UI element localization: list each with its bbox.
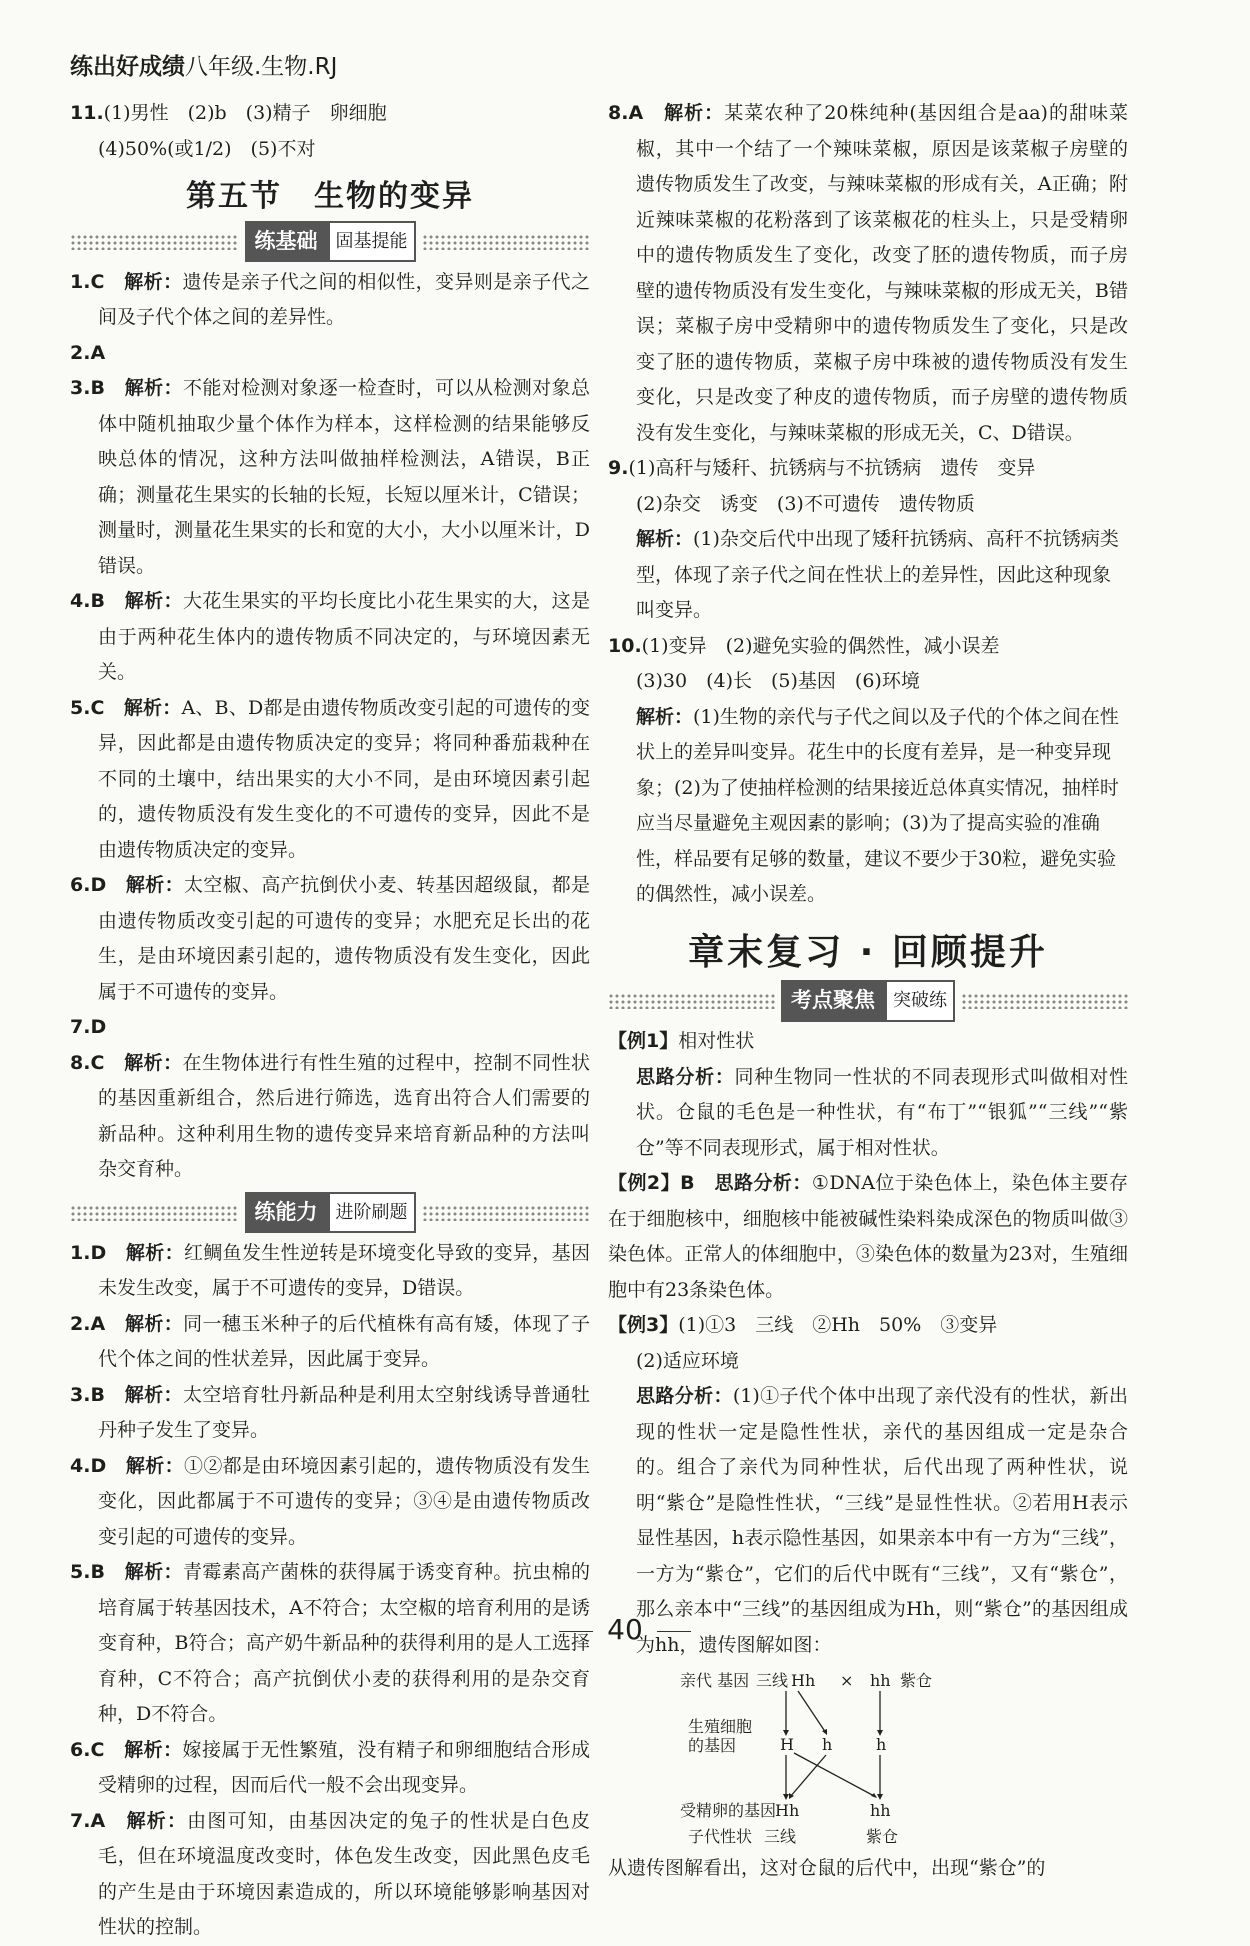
example-answer: 相对性状 (678, 1030, 755, 1052)
diagram-gamete-2: h (822, 1735, 833, 1754)
analysis-text: 同一穗玉米种子的后代植株有高有矮，体现了子代个体之间的性状差异，因此属于变异。 (98, 1312, 590, 1370)
example-1-analysis (608, 1060, 1128, 1167)
analysis-label: 解析： (124, 1738, 183, 1761)
dot-divider (961, 993, 1128, 1009)
analysis-label: 解析： (125, 1454, 184, 1477)
analysis-label: 解析： (636, 705, 694, 728)
chapter-title: 章末复习 · 回顾提升 (688, 931, 1048, 973)
analysis-label: 解析： (124, 1051, 183, 1074)
diagram-offspring-label: 子代性状 (688, 1827, 753, 1846)
answer-item (70, 265, 590, 336)
analysis-text: 由图可知，由基因决定的兔子的性状是白色皮毛，但在环境温度改变时，体色发生改变，因此黑色皮毛的产生是由于环境因素造成的，所以环境能够影响基因对性状的控制。 (98, 1809, 590, 1938)
analysis-label: 解析： (124, 377, 183, 399)
answer-number: 1.C (70, 270, 105, 293)
analysis-text: 不能对检测对象逐一检查时，可以从检测对象总体中随机抽取少量个体作为样本，这样检测的结果能够反映总体的情况，这种方法叫做抽样检测法，A错误，B正确；测量花生果实的长轴的长短，长短以厘米计，C错误；测量时，测量花生果实的长和宽的大小，大小以厘米计，D错误。 (98, 377, 590, 577)
answer-item (70, 1010, 590, 1046)
answer-9 (608, 451, 1128, 487)
arrow-head (871, 1793, 877, 1798)
answer-item (70, 584, 590, 691)
diagram-cross: × (840, 1671, 854, 1690)
footer-dash (559, 1631, 593, 1632)
diagram-offspring-1: 三线 (764, 1827, 797, 1846)
diagram-gamete-1: H (780, 1735, 794, 1754)
analysis-label: 解析： (123, 696, 182, 719)
answer-number: 4.D (70, 1454, 107, 1477)
answer-item (70, 336, 590, 372)
analysis-text: 同种生物同一性状的不同表现形式叫做相对性状。仓鼠的毛色是一种性状，有“布丁”“银狐”“三线”“紫仓”等不同表现形式，属于相对性状。 (636, 1065, 1128, 1159)
answer-10-analysis (608, 700, 1128, 913)
answer-number: 8.C (70, 1051, 105, 1074)
analysis-text: (1)①子代个体中出现了亲代没有的性状，新出现的性状一定是隐性性状，亲代的基因组成一定是杂合的。组合了亲代为同种性状，后代出现了两种性状，说明“紫仓”是隐性性状，“三线”是显性性状。②若用H表示显性基因，h表示隐性基因，如果亲本中有一方为“三线”，一方为“紫仓”，它们的后代中既有“三线”，又有“紫仓”，那么亲本中“三线”的基因组成为Hh，则“紫仓”的基因组成为hh，遗传图解如图： (636, 1385, 1128, 1656)
analysis-label: 解析： (125, 1241, 184, 1264)
diagram-gamete-3: h (876, 1735, 887, 1754)
answer-item (70, 868, 590, 1010)
answer-8 (608, 96, 1128, 451)
example-1 (608, 1024, 1128, 1060)
answer-10-line2: (3)30 (4)长 (5)基因 (6)环境 (636, 670, 920, 692)
diagram-zygote-2: hh (870, 1801, 891, 1820)
dot-divider (422, 1205, 591, 1221)
banner-sub: 固基提能 (328, 221, 416, 263)
example-tag: 【例1】 (608, 1030, 679, 1052)
analysis-text: A、B、D都是由遗传物质改变引起的可遗传的变异，因此都是由遗传物质决定的变异；将同种番茄栽种在不同的土壤中，结出果实的大小不同，是由环境因素引起的，遗传物质没有发生变化的不可遗传的变异，因此不是由遗传物质决定的变异。 (98, 696, 590, 861)
example-2 (608, 1166, 1128, 1308)
footer-dash (657, 1631, 691, 1632)
analysis-label: 解析： (126, 1809, 188, 1832)
dot-divider (70, 1205, 239, 1221)
answer-number: 2.A (70, 1312, 106, 1335)
answer-11-line2: (4)50%(或1/2) (5)不对 (98, 137, 316, 160)
banner-sub: 突破练 (885, 980, 955, 1022)
diagram-zygote-1: Hh (775, 1801, 800, 1820)
banner-sub: 进阶刷题 (328, 1192, 416, 1234)
genetic-diagram (608, 1669, 1128, 1847)
answer-text: (1)变异 (2)避免实验的偶然性，减小误差 (641, 634, 1000, 657)
arrow-head (783, 1794, 789, 1800)
answer-number: 5.B (70, 1561, 105, 1583)
header-brand: 练出好成绩 (70, 54, 185, 80)
analysis-label: 解析： (636, 528, 694, 550)
answer-10 (608, 629, 1128, 665)
answer-number: 6.C (70, 1738, 105, 1761)
analysis-label: 思路分析： (636, 1385, 733, 1407)
analysis-label: 解析： (124, 270, 183, 293)
banner-main: 练基础 (245, 221, 328, 263)
answer-item (70, 1733, 590, 1804)
answer-number: 5.C (70, 696, 105, 719)
left-column (70, 96, 590, 1946)
answer-item (70, 371, 590, 584)
answer-item (70, 1307, 590, 1378)
analysis-label: 解析： (124, 1312, 184, 1335)
diagram-parent-label: 亲代 基因 (680, 1671, 750, 1690)
banner-main: 练能力 (245, 1192, 328, 1234)
banner-basic (70, 225, 590, 259)
answer-number: 3.B (70, 1383, 105, 1406)
page-footer (0, 1613, 1250, 1646)
section-title: 第五节 生物的变异 (186, 179, 474, 214)
arrow-line (794, 1753, 876, 1797)
example-tag: 【例2】 (608, 1172, 681, 1194)
answer-number: 8.A (608, 102, 644, 124)
analysis-label: 解析： (664, 102, 725, 124)
analysis-text: (1)生物的亲代与子代之间以及子代的个体之间在性状上的差异叫变异。花生中的长度有差异，是一种变异现象；(2)为了使抽样检测的结果接近总体真实情况，抽样时应当尽量避免主观因素的影响；(3)为了提高实验的准确性，样品要有足够的数量，建议不要少于30粒，避免实验的偶然性，减小误差。 (636, 705, 1119, 905)
diagram-zygote-label: 受精卵的基因 (680, 1801, 777, 1820)
answer-9-line2: (2)杂交 诱变 (3)不可遗传 遗传物质 (636, 492, 975, 515)
analysis-label: 思路分析： (714, 1172, 812, 1194)
analysis-label: 解析： (124, 1383, 183, 1406)
banner-focus (608, 984, 1128, 1018)
arrow-line (798, 1691, 826, 1733)
answer-number: 1.D (70, 1241, 107, 1264)
analysis-text: 遗传是亲子代之间的相似性，变异则是亲子代之间及子代个体之间的差异性。 (98, 270, 590, 328)
answer-item (70, 1236, 590, 1307)
answer-item (70, 691, 590, 869)
diagram-parent2-trait: 紫仓 (900, 1671, 933, 1690)
ability-answers (70, 1236, 590, 1946)
answer-number: 2.A (70, 341, 106, 364)
answer-number: 7.A (70, 1809, 106, 1832)
answer-number: 7.D (70, 1016, 107, 1038)
diagram-offspring-2: 紫仓 (866, 1827, 899, 1846)
dot-divider (70, 234, 239, 250)
analysis-text: ①②都是由环境因素引起的，遗传物质没有发生变化，因此都属于不可遗传的变异；③④是由遗传物质改变引起的可遗传的变异。 (98, 1454, 590, 1548)
basic-answers (70, 265, 590, 1188)
answer-item (70, 1378, 590, 1449)
banner-ability (70, 1196, 590, 1230)
header-subtitle: 八年级.生物.RJ (185, 54, 338, 80)
tail-text: 从遗传图解看出，这对仓鼠的后代中，出现“紫仓”的 (608, 1857, 1046, 1879)
analysis-label: 思路分析： (636, 1065, 735, 1088)
example-3-line2: (2)适应环境 (636, 1349, 739, 1372)
analysis-text: ①DNA位于染色体上，染色体主要存在于细胞核中，细胞核中能被碱性染料染成深色的物质叫做③染色体。正常人的体细胞中，③染色体的数量为23对，生殖细胞中有23条染色体。 (608, 1172, 1128, 1301)
page-header (70, 48, 337, 81)
answer-number: 10. (608, 634, 642, 657)
analysis-label: 解析： (124, 1561, 183, 1583)
analysis-text: 太空椒、高产抗倒伏小麦、转基因超级鼠，都是由遗传物质改变引起的可遗传的变异；水肥充足长出的花生，是由环境因素引起的，遗传物质没有发生变化，因此属于不可遗传的变异。 (98, 874, 590, 1003)
answer-text: (1)高秆与矮秆、抗锈病与不抗锈病 遗传 变异 (628, 457, 1036, 479)
diagram-gamete-label: 生殖细胞 的基因 (688, 1717, 753, 1755)
answer-number: 9. (608, 457, 629, 479)
analysis-text: 大花生果实的平均长度比小花生果实的大，这是由于两种花生体内的遗传物质不同决定的，与环境因素无关。 (98, 590, 590, 683)
diagram-parent1-gene: Hh (791, 1671, 816, 1690)
answer-text: (1)男性 (2)b (3)精子 卵细胞 (103, 102, 387, 124)
answer-number: 3.B (70, 377, 105, 399)
answer-item (70, 1046, 590, 1188)
analysis-label: 解析： (124, 590, 183, 612)
answer-number: 4.B (70, 590, 105, 612)
example-answer: (1)①3 三线 ②Hh 50% ③变异 (678, 1314, 998, 1336)
analysis-text: 在生物体进行有性生殖的过程中，控制不同性状的基因重新组合，然后进行筛选，选育出符合人们需要的新品种。这种利用生物的遗传变异来培育新品种的方法叫杂交育种。 (98, 1051, 590, 1180)
dot-divider (422, 234, 591, 250)
diagram-parent2-gene: hh (870, 1671, 891, 1690)
answer-text: 某菜农种了20株纯种(基因组合是aa)的甜味菜椒，其中一个结了一个辣味菜椒，原因是该菜椒子房壁的遗传物质发生了改变，与辣味菜椒的形成有关，A正确；附近辣味菜椒的花粉落到了该菜椒花的柱头上，只是受精卵中的遗传物质发生了变化，改变了胚的遗传物质，而子房壁的遗传物质没有发生变化，与辣味菜椒的形成无关，B错误；菜椒子房中受精卵中的遗传物质发生了变化，只是改变了胚的遗传物质，菜椒子房中珠被的遗传物质没有发生变化，只是改变了种皮的遗传物质，而子房壁的遗传物质没有发生变化，与辣味菜椒的形成无关，C、D错误。 (636, 102, 1128, 444)
answer-number: 6.D (70, 874, 107, 896)
analysis-text: (1)杂交后代中出现了矮秆抗锈病、高秆不抗锈病类型，体现了亲子代之间在性状上的差异性，因此这种现象叫变异。 (636, 528, 1119, 621)
arrow-head (877, 1794, 883, 1800)
analysis-label: 解析： (125, 874, 184, 896)
answer-9-analysis (608, 522, 1128, 629)
arrow-line (790, 1755, 826, 1797)
page-number: 40 (607, 1613, 643, 1646)
banner-main: 考点聚焦 (781, 980, 885, 1022)
example-answer: B (680, 1172, 695, 1194)
diagram-parent1-trait: 三线 (756, 1671, 789, 1690)
analysis-text: 红鲷鱼发生性逆转是环境变化导致的变异，基因未发生改变，属于不可遗传的变异，D错误。 (98, 1241, 590, 1299)
analysis-text: 青霉素高产菌株的获得属于诱变育种。抗虫棉的培育属于转基因技术，A不符合；太空椒的培育利用的是诱变育种，B符合；高产奶牛新品种的获得利用的是人工选择育种，C不符合；高产抗倒伏小麦的获得利用的是杂交育种，D不符合。 (98, 1561, 590, 1725)
answer-item (70, 1449, 590, 1556)
answer-11 (70, 96, 590, 132)
analysis-text: 嫁接属于无性繁殖，没有精子和卵细胞结合形成受精卵的过程，因而后代一般不会出现变异。 (98, 1738, 590, 1796)
answer-number: 11. (70, 102, 104, 124)
example-tag: 【例3】 (608, 1314, 679, 1336)
answer-item (70, 1804, 590, 1946)
example-3 (608, 1308, 1128, 1344)
analysis-text: 太空培育牡丹新品种是利用太空射线诱导普通牡丹种子发生了变异。 (98, 1383, 590, 1441)
dot-divider (608, 993, 775, 1009)
